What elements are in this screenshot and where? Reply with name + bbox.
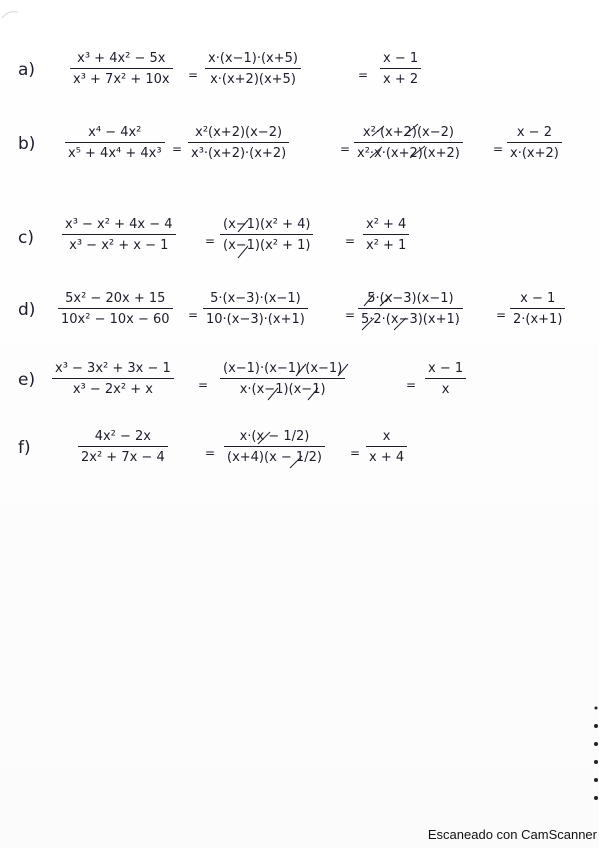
numerator: x³ − 3x² + 3x − 1	[55, 361, 171, 376]
denominator: x·(x−1)(x−1)	[239, 382, 326, 398]
numerator: x²·(x+2)(x−2)	[362, 125, 454, 140]
equals-sign: =	[493, 142, 504, 156]
numerator: (x−1)(x² + 4)	[223, 217, 311, 232]
fraction-step-1	[52, 362, 174, 396]
numerator: x − 1	[520, 291, 556, 306]
equals-sign: =	[205, 446, 216, 460]
numerator: (x−1)·(x−1)·(x−1)	[223, 361, 343, 376]
equals-sign: =	[188, 308, 199, 322]
numerator: 5·(x−3)(x−1)	[367, 291, 454, 306]
denominator: x⁵ + 4x⁴ + 4x³	[68, 146, 162, 162]
fraction-step-3	[358, 292, 463, 326]
fraction-step-1	[65, 126, 165, 160]
fraction-step-2	[205, 52, 301, 86]
fraction-step-3	[354, 126, 463, 160]
problem-label: f)	[18, 438, 31, 458]
numerator: x − 2	[516, 125, 552, 140]
scanner-watermark: Escaneado con CamScanner	[427, 827, 597, 842]
denominator: x³ − 2x² + x	[72, 382, 153, 398]
denominator: 10·(x−3)·(x+1)	[206, 312, 305, 328]
equals-sign: =	[172, 142, 183, 156]
problem-label: e)	[18, 370, 36, 390]
denominator: x·(x+2)	[510, 146, 559, 162]
numerator: 4x² − 2x	[94, 429, 152, 444]
denominator: x³·(x+2)·(x+2)	[191, 146, 287, 162]
numerator: 5x² − 20x + 15	[65, 291, 166, 306]
scan-corner-mark	[0, 0, 40, 30]
fraction-step-2	[224, 430, 325, 464]
denominator: x³ − x² + x − 1	[69, 238, 169, 254]
denominator: 10x² − 10x − 60	[61, 312, 170, 328]
fraction-result	[507, 126, 562, 160]
equals-sign: =	[345, 308, 356, 322]
problem-f	[0, 424, 599, 494]
problem-c	[0, 212, 599, 282]
denominator: 2x² + 7x − 4	[81, 450, 165, 466]
problem-d	[0, 286, 599, 356]
denominator: x + 4	[369, 450, 405, 466]
problem-a	[0, 48, 599, 118]
problem-label: a)	[18, 60, 36, 80]
fraction-step-2	[188, 126, 289, 160]
denominator: 2·(x+1)	[513, 312, 563, 328]
numerator: x⁴ − 4x²	[88, 125, 142, 140]
fraction-step-2	[203, 292, 308, 326]
numerator: x³ + 4x² − 5x	[77, 51, 166, 66]
fraction-step-2	[220, 218, 313, 252]
problem-label: d)	[18, 300, 36, 320]
denominator: x²·x·(x+2)(x+2)	[357, 146, 460, 162]
denominator: x³ + 7x² + 10x	[73, 72, 170, 88]
fraction-result	[380, 52, 421, 86]
denominator: 5·2·(x−3)(x+1)	[361, 312, 460, 328]
equals-sign: =	[205, 234, 216, 248]
fraction-step-1	[70, 52, 173, 86]
denominator: x + 2	[383, 72, 419, 88]
equals-sign: =	[358, 68, 369, 82]
equals-sign: =	[406, 378, 417, 392]
numerator: 5·(x−3)·(x−1)	[210, 291, 301, 306]
fraction-result	[363, 218, 409, 252]
fraction-step-1	[58, 292, 173, 326]
numerator: x·(x − 1/2)	[239, 429, 310, 444]
equals-sign: =	[188, 68, 199, 82]
fraction-result	[366, 430, 407, 464]
equals-sign: =	[350, 446, 361, 460]
fraction-step-1	[62, 218, 176, 252]
problem-label: c)	[18, 228, 34, 248]
denominator: x² + 1	[366, 238, 407, 254]
numerator: x² + 4	[366, 217, 407, 232]
numerator: x − 1	[428, 361, 464, 376]
numerator: x	[382, 429, 391, 444]
fraction-step-2	[220, 362, 345, 396]
page-edge-dots	[591, 700, 599, 820]
numerator: x²(x+2)(x−2)	[195, 125, 283, 140]
numerator: x³ − x² + 4x − 4	[65, 217, 173, 232]
numerator: x·(x−1)·(x+5)	[208, 51, 298, 66]
numerator: x − 1	[383, 51, 419, 66]
denominator: (x−1)(x² + 1)	[223, 238, 311, 254]
denominator: (x+4)(x − 1/2)	[227, 450, 322, 466]
equals-sign: =	[496, 308, 507, 322]
fraction-step-1	[78, 430, 168, 464]
equals-sign: =	[198, 378, 209, 392]
denominator: x	[441, 382, 450, 398]
denominator: x·(x+2)(x+5)	[210, 72, 296, 88]
problem-b	[0, 122, 599, 192]
equals-sign: =	[345, 234, 356, 248]
problem-label: b)	[18, 134, 36, 154]
equals-sign: =	[340, 142, 351, 156]
problem-e	[0, 356, 599, 426]
fraction-result	[510, 292, 565, 326]
fraction-result	[425, 362, 466, 396]
